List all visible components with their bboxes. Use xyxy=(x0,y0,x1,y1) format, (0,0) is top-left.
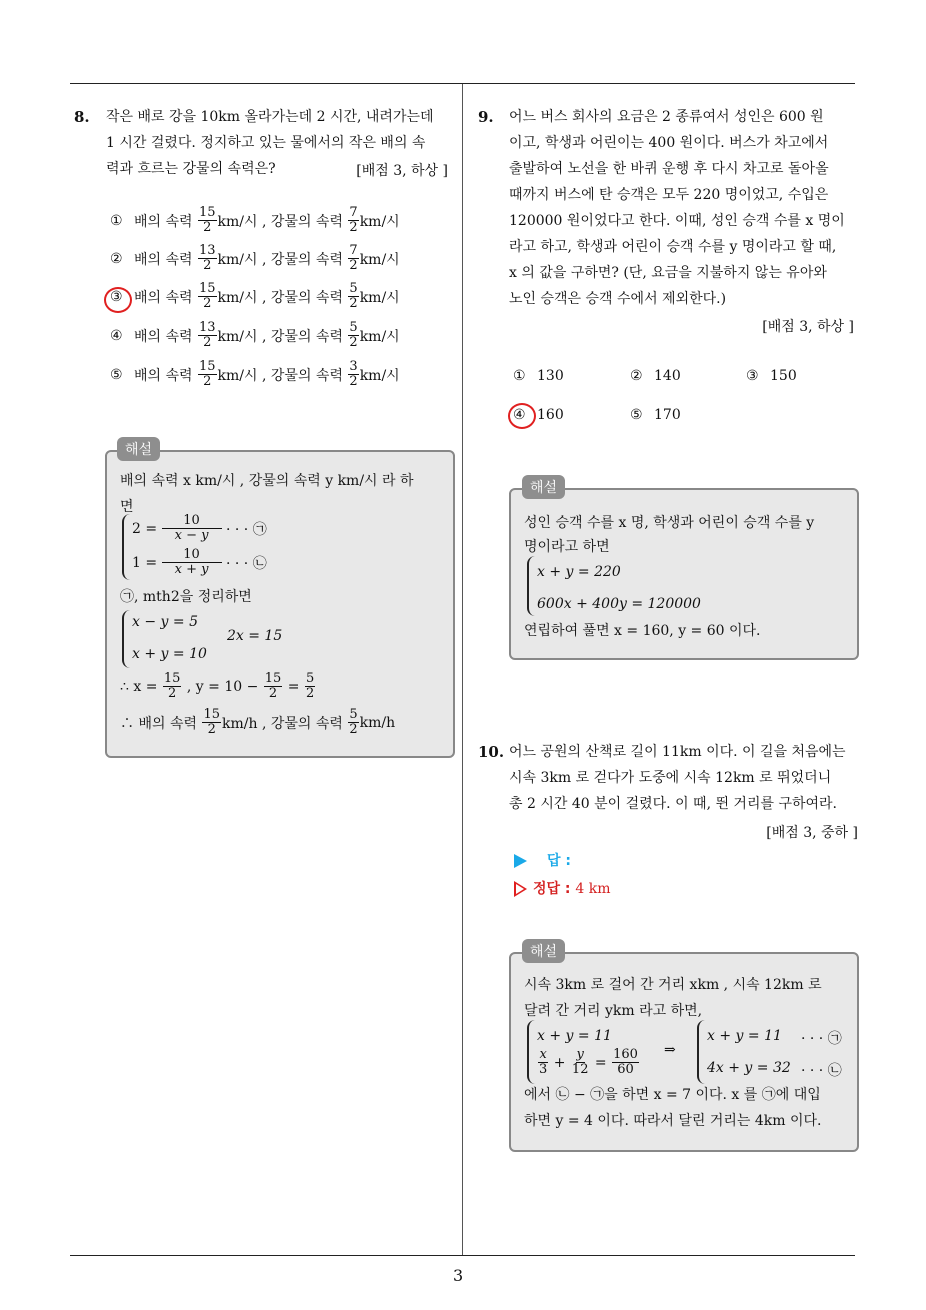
equation: 2 = $\frac{10}{x - y}$ · · · ㉠ xyxy=(132,513,267,543)
solution-line: 면 xyxy=(120,499,134,515)
q8-solution-tag: 해설 xyxy=(117,437,160,461)
choice-text: km/시 , 강물의 속력 xyxy=(217,328,343,345)
choice-value: 130 xyxy=(537,368,564,384)
solution-line: 하면 y = 4 이다. 따라서 달린 거리는 4km 이다. xyxy=(524,1113,822,1129)
solution-line: ㉠, mth2을 정리하면 xyxy=(120,589,252,605)
question-8-meta: [배점 3, 하상 ] xyxy=(356,163,448,179)
choice-text: km/시 , 강물의 속력 xyxy=(217,367,343,384)
q9-choice-3[interactable] xyxy=(746,368,797,384)
fraction: $\frac{5}{2}$ xyxy=(349,320,358,350)
choice-marker: ① xyxy=(513,368,526,384)
implies-arrow: ⇒ xyxy=(664,1042,676,1058)
q10-solution-box xyxy=(509,952,859,1152)
fraction: $\frac{13}{2}$ xyxy=(199,243,216,273)
question-9-line: x 의 값을 구하면? (단, 요금을 지불하지 않는 유아와 xyxy=(509,265,827,281)
play-arrow-icon xyxy=(514,854,527,868)
question-9-line: 노인 승객은 승객 수에서 제외한다.) xyxy=(509,291,727,307)
q8-choice-4[interactable] xyxy=(110,321,400,350)
solution-line: 성인 승객 수를 x 명, 학생과 어린이 승객 수를 y xyxy=(524,515,815,531)
system-brace xyxy=(122,610,130,668)
equation: 4x + y = 32 xyxy=(707,1060,791,1076)
equation: $\frac{x}{3}$ + $\frac{y}{12}$ = $\frac{160}{60}$ xyxy=(539,1047,638,1077)
answer-circle-mark xyxy=(104,287,132,313)
choice-value: 160 xyxy=(537,407,564,423)
fraction: $\frac{13}{2}$ xyxy=(199,320,216,350)
question-10-line: 시속 3km 로 걷다가 도중에 시속 12km 로 뛰었더니 xyxy=(509,770,832,786)
fraction: $\frac{3}{2}$ xyxy=(349,359,358,389)
question-9-line: 120000 원이었다고 한다. 이때, 성인 승객 수를 x 명이 xyxy=(509,213,845,229)
answer-input-row[interactable] xyxy=(514,850,571,870)
q9-solution-tag: 해설 xyxy=(522,475,565,499)
outline-arrow-icon xyxy=(514,881,527,897)
choice-marker: ⑤ xyxy=(110,366,123,383)
system-brace xyxy=(527,556,535,616)
fraction: $\frac{5}{2}$ xyxy=(349,281,358,311)
equation: 600x + 400y = 120000 xyxy=(537,596,701,612)
equation: x + y = 10 xyxy=(132,646,207,662)
equation-marker: · · · ㉡ xyxy=(801,1063,842,1079)
fraction: $\frac{7}{2}$ xyxy=(349,243,358,273)
equation: x − y = 5 xyxy=(132,614,198,630)
choice-text: km/시 xyxy=(359,213,400,230)
question-9-line: 라고 하고, 학생과 어린이 승객 수를 y 명이라고 할 때, xyxy=(509,239,837,255)
fraction: $\frac{15}{2}$ xyxy=(199,359,216,389)
equation: x + y = 220 xyxy=(537,564,621,580)
choice-text: km/시 , 강물의 속력 xyxy=(217,289,343,306)
equation-marker: · · · ㉠ xyxy=(801,1031,842,1047)
q9-solution-box xyxy=(509,488,859,660)
q8-choice-1[interactable] xyxy=(110,206,400,235)
fraction: $\frac{7}{2}$ xyxy=(349,205,358,235)
question-8-line-2: 1 시간 걸렸다. 정지하고 있는 물에서의 작은 배의 속 xyxy=(106,135,426,151)
choice-marker: ⑤ xyxy=(630,407,643,423)
equation: x + y = 11 xyxy=(537,1028,612,1044)
solution-line: 연립하여 풀면 x = 160, y = 60 이다. xyxy=(524,623,761,639)
q8-choice-2[interactable] xyxy=(110,244,400,273)
q8-choice-3[interactable] xyxy=(110,282,400,311)
question-9-line: 출발하여 노선을 한 바퀴 운행 후 다시 차고로 돌아올 xyxy=(509,161,829,177)
choice-text: km/시 xyxy=(359,289,400,306)
correct-value: 4 km xyxy=(575,881,611,897)
solution-line: 명이라고 하면 xyxy=(524,539,610,555)
choice-text: 배의 속력 xyxy=(134,289,193,306)
solution-line: 시속 3km 로 걸어 간 거리 xkm , 시속 12km 로 xyxy=(524,977,822,993)
fraction: $\frac{15}{2}$ xyxy=(199,205,216,235)
question-10-line: 어느 공원의 산책로 길이 11km 이다. 이 길을 처음에는 xyxy=(509,744,846,760)
q9-choice-1[interactable] xyxy=(513,368,564,384)
answer-label: 답 : xyxy=(547,853,571,869)
choice-marker: ④ xyxy=(513,407,526,423)
page-number: 3 xyxy=(453,1266,464,1285)
bottom-rule xyxy=(70,1255,855,1256)
choice-text: km/시 xyxy=(359,251,400,268)
choice-text: 배의 속력 xyxy=(134,251,193,268)
question-10-line: 총 2 시간 40 분이 걸렸다. 이 때, 뛴 거리를 구하여라. xyxy=(509,796,838,812)
question-9-number: 9. xyxy=(478,108,494,126)
solution-line: ∴ 배의 속력 $\frac{15}{2}$ km/h , 강물의 속력 $\frac{5}{2}$ km/h xyxy=(120,707,396,737)
question-8-line-1: 작은 배로 강을 10km 올라가는데 2 시간, 내려가는데 xyxy=(106,109,434,125)
solution-line: ∴ x = $\frac{15}{2}$ , y = 10 − $\frac{15}{2}$ = $\frac{5}{2}$ xyxy=(120,671,315,701)
solution-line: 달려 간 거리 ykm 라고 하면, xyxy=(524,1003,703,1019)
correct-answer-row xyxy=(514,878,611,898)
question-9-line: 때까지 버스에 탄 승객은 모두 220 명이었고, 수입은 xyxy=(509,187,829,203)
solution-line: 에서 ㉡ − ㉠을 하면 x = 7 이다. x 를 ㉠에 대입 xyxy=(524,1087,821,1103)
question-8-number: 8. xyxy=(74,108,90,126)
choice-marker: ③ xyxy=(110,288,123,305)
solution-line: 배의 속력 x km/시 , 강물의 속력 y km/시 라 하 xyxy=(120,473,414,489)
question-9-text xyxy=(509,104,859,312)
question-9-line: 어느 버스 회사의 요금은 2 종류여서 성인은 600 원 xyxy=(509,109,824,125)
system-brace xyxy=(527,1020,535,1084)
choice-text: km/시 xyxy=(359,367,400,384)
question-9-meta: [배점 3, 하상 ] xyxy=(762,319,854,335)
choice-text: 배의 속력 xyxy=(134,213,193,230)
choice-marker: ② xyxy=(630,368,643,384)
q8-solution-box xyxy=(105,450,455,758)
question-10-text xyxy=(509,739,859,817)
choice-value: 170 xyxy=(654,407,681,423)
q8-choice-5[interactable] xyxy=(110,360,400,389)
choice-marker: ③ xyxy=(746,368,759,384)
q10-solution-tag: 해설 xyxy=(522,939,565,963)
equation: 1 = $\frac{10}{x + y}$ · · · ㉡ xyxy=(132,547,267,577)
correct-label: 정답 : xyxy=(533,881,571,897)
question-10-meta: [배점 3, 중하 ] xyxy=(766,825,858,841)
system-brace xyxy=(122,514,130,580)
column-divider xyxy=(462,84,463,1256)
choice-value: 150 xyxy=(770,368,797,384)
choice-marker: ② xyxy=(110,250,123,267)
choice-marker: ④ xyxy=(110,327,123,344)
choice-text: km/시 , 강물의 속력 xyxy=(217,213,343,230)
choice-text: 배의 속력 xyxy=(134,367,193,384)
choice-marker: ① xyxy=(110,212,123,229)
choice-value: 140 xyxy=(654,368,681,384)
q9-choice-2[interactable] xyxy=(630,368,681,384)
equation: 2x = 15 xyxy=(227,628,283,644)
fraction: $\frac{15}{2}$ xyxy=(199,281,216,311)
choice-text: 배의 속력 xyxy=(134,328,193,345)
choice-text: km/시 , 강물의 속력 xyxy=(217,251,343,268)
question-8-line-3: 력과 흐르는 강물의 속력은? xyxy=(106,161,276,177)
question-10-number: 10. xyxy=(478,743,505,761)
answer-circle-mark xyxy=(508,403,536,429)
question-9-line: 이고, 학생과 어린이는 400 원이다. 버스가 차고에서 xyxy=(509,135,829,151)
system-brace xyxy=(697,1020,705,1084)
q9-choice-5[interactable] xyxy=(630,407,681,423)
choice-text: km/시 xyxy=(359,328,400,345)
equation: x + y = 11 xyxy=(707,1028,782,1044)
